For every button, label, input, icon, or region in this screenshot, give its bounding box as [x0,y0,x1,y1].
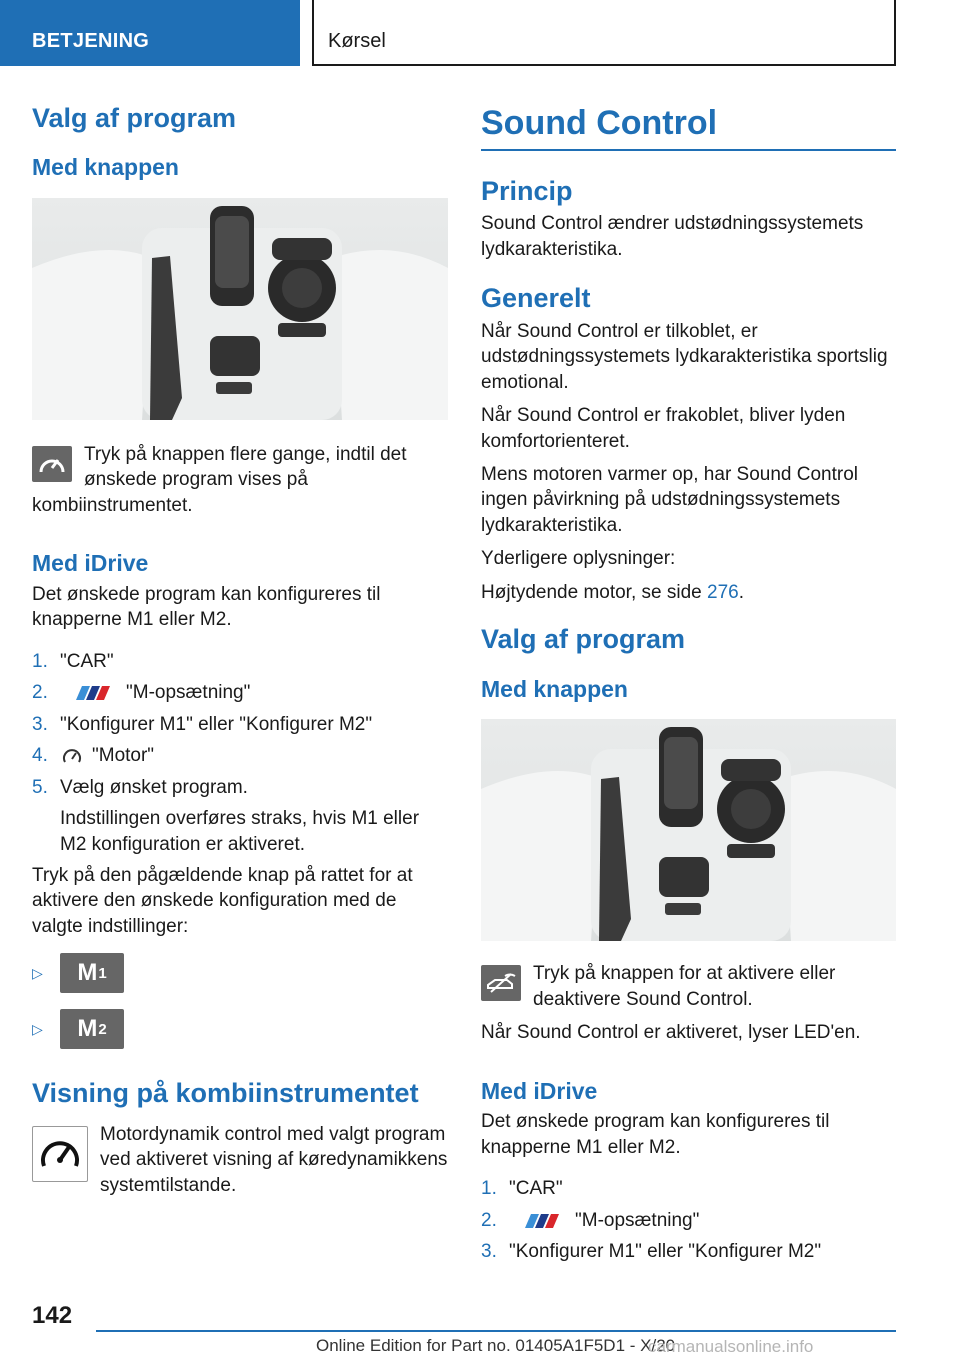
list-item: 3. "Konfigurer M1" eller "Konfigurer M2" [481,1240,822,1262]
paragraph-generelt-3: Mens motoren varmer op, har Sound Control ingen påvirkning på udstødningssystemets lydkarakteristika. [481,463,859,536]
m1-button-icon: M 1 [60,953,124,993]
paragraph-rattet: Tryk på den pågældende knap på rattet for at aktivere den ønskede konfiguration med de valgte indstillinger: [32,865,413,937]
paragraph-generelt-2: Når Sound Control er frakoblet, bliver lyden komfortorienteret. [481,405,846,452]
page-number: 142 [32,1302,73,1329]
heading-generelt: Generelt [481,283,591,314]
list-item: 5. Vælg ønsket program. Indstillingen overføres straks, hvis M1 eller M2 konfiguration er aktiveret. [32,775,448,857]
list-item: 2. "M-opsætning" [32,682,251,704]
console-illustration [32,198,448,420]
footer-divider [96,1330,896,1332]
paragraph-generelt-1: Når Sound Control er tilkoblet, er udstødningssystemets lydkarakteristika sportslig emotional. [481,320,888,393]
paragraph-hojtydende: Højtydende motor, se side 276. [481,581,744,603]
paragraph-idrive: Det ønskede program kan konfigureres til knapperne M1 eller M2. [32,583,381,631]
heading-med-knappen-2: Med knappen [481,675,628,702]
paragraph-yderligere: Yderligere oplysninger: [481,548,676,570]
list-item: 3. "Konfigurer M1" eller "Konfigurer M2" [32,713,373,735]
heading-visning: Visning på kombiinstrumentet [32,1078,419,1109]
paragraph-visning: Motordynamik control med valgt program ved aktiveret visning af køredynamikkens systemtilstande. [100,1123,448,1196]
m-stripes-icon [72,686,116,700]
section-tab: BETJENING [0,0,300,66]
sound-control-icon [481,965,521,1001]
center-console-photo [32,198,448,420]
heading-valg-af-program-2: Valg af program [481,624,686,655]
note-text: Tryk på knappen flere gange, indtil det ønskede program vises på kombiinstrumentet. [32,443,407,516]
chapter-title: Kørsel [312,0,896,66]
step-sub-text: Indstillingen overføres straks, hvis M1 eller M2 konfiguration er aktiveret. [60,808,420,855]
heading-princip: Princip [481,176,573,206]
list-item: ▷ M 1 [32,953,448,993]
note-visning [32,1122,448,1198]
page-link-276[interactable]: 276 [707,581,739,603]
heading-sound-control: Sound Control [481,104,896,151]
watermark: carmanualsonline.info [648,1337,814,1356]
page-header [0,0,960,66]
footer-edition-text: Online Edition for Part no. 01405A1F5D1 - X/20 [316,1336,676,1355]
console-illustration [481,719,896,941]
note-text: Tryk på knappen for at aktivere eller deaktivere Sound Control. [533,963,836,1010]
dynamics-gauge-icon [32,446,72,482]
m2-button-icon: M 2 [60,1009,124,1049]
left-column [32,96,448,1198]
list-item: 2. "M-opsætning" [481,1209,700,1231]
steps-list-2 [481,1176,896,1264]
engine-gauge-icon [62,747,82,765]
list-item: 1. "CAR" [32,650,114,672]
dynamics-gauge-large-icon [32,1126,88,1182]
paragraph-led: Når Sound Control er aktiveret, lyser LED'en. [481,1022,861,1044]
heading-valg-af-program: Valg af program [32,103,237,133]
heading-med-knappen: Med knappen [32,154,179,181]
paragraph-princip: Sound Control ændrer udstødningssystemets lydkarakteristika. [481,213,864,260]
heading-med-idrive-2: Med iDrive [481,1077,598,1104]
right-column [481,96,896,1270]
heading-med-idrive: Med iDrive [32,550,149,577]
list-item: 4. "Motor" [32,745,155,767]
center-console-photo-2 [481,719,896,941]
list-item: ▷ M 2 [32,1009,448,1049]
list-item: 1. "CAR" [481,1178,563,1200]
note-tryk-flere-gange [32,442,448,518]
note-sound-control [481,961,896,1012]
m-stripes-icon [521,1214,565,1228]
steps-list [32,649,448,857]
m-buttons-list [32,953,448,1049]
paragraph-idrive-2: Det ønskede program kan konfigureres til knapperne M1 eller M2. [481,1111,830,1158]
